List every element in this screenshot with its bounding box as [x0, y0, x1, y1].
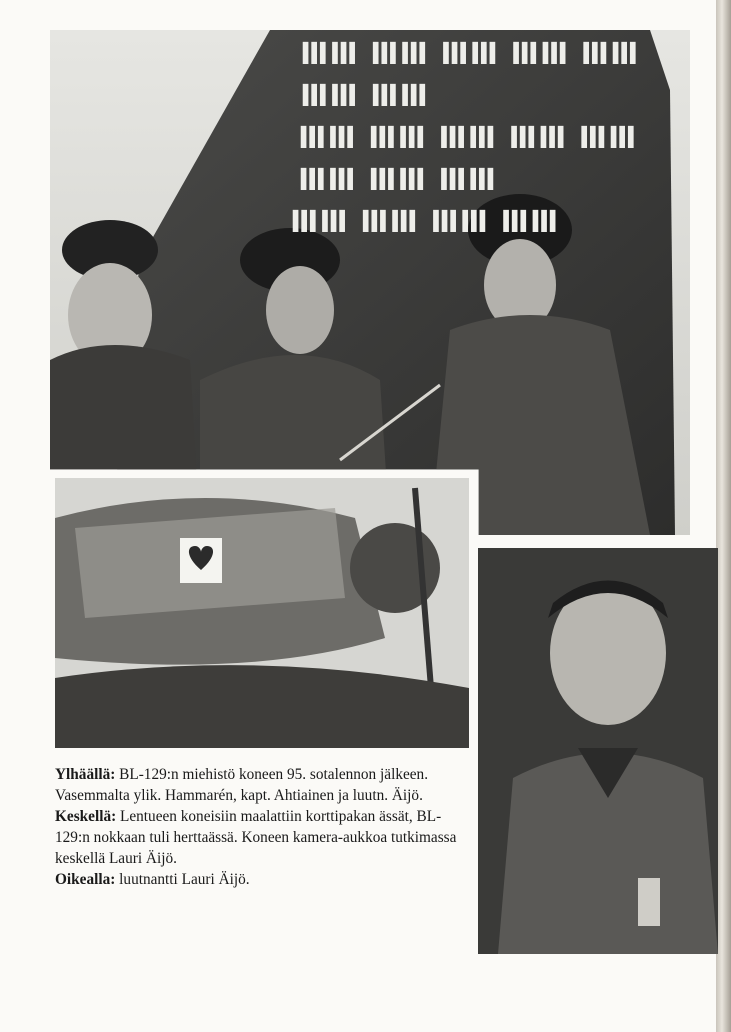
- photo-divider: [470, 470, 478, 750]
- tail-tally-row-2: ⅢⅢ ⅢⅢ ⅢⅢ ⅢⅢ ⅢⅢ ⅢⅢ ⅢⅢ ⅢⅢ: [298, 121, 638, 198]
- tail-tally-row-1: ⅢⅢ ⅢⅢ ⅢⅢ ⅢⅢ ⅢⅢ ⅢⅢ ⅢⅢ: [300, 37, 640, 114]
- caption-text: Lentueen koneisiin maalattiin korttipakan ässät, BL-129:n nokkaan tuli herttaässä. Koneen kamera-aukkoa tutkimassa keskellä Lauri Äijö.: [55, 808, 457, 867]
- caption-text: luutnantti Lauri Äijö.: [115, 871, 250, 888]
- caption-label: Ylhäällä:: [55, 766, 116, 783]
- caption-label: Keskellä:: [55, 808, 117, 825]
- caption-right: [55, 869, 467, 890]
- photo-caption: [55, 764, 467, 890]
- caption-text: BL-129:n miehistö koneen 95. sotalennon jälkeen. Vasemmalta ylik. Hammarén, kapt. Ahtiainen ja luutn. Äijö.: [55, 766, 429, 804]
- caption-top: [55, 764, 467, 806]
- page-edge: [716, 0, 731, 1032]
- photo-divider: [50, 470, 472, 478]
- caption-middle: [55, 806, 467, 869]
- caption-label: Oikealla:: [55, 871, 116, 888]
- photo-aircraft-nose: [55, 478, 469, 748]
- tail-tally-row-3: ⅢⅢ ⅢⅢ ⅢⅢ ⅢⅢ: [290, 205, 560, 240]
- photo-portrait: [478, 548, 718, 954]
